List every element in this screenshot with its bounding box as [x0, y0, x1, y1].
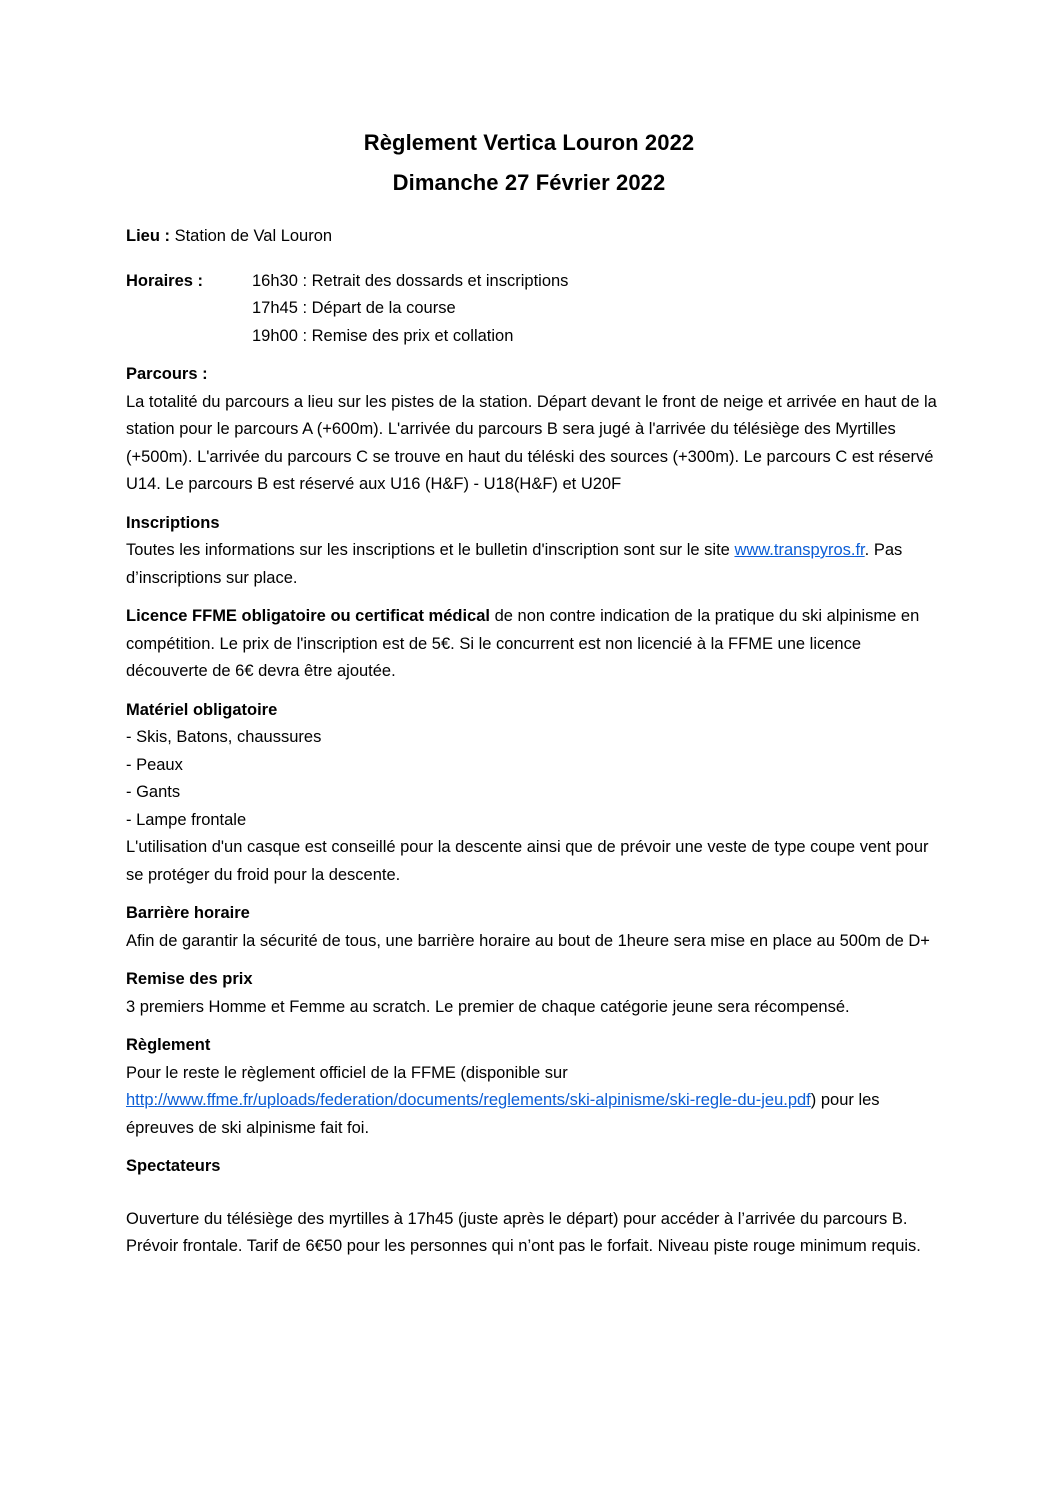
- inscriptions-section: [126, 510, 946, 593]
- horaires-list: [252, 268, 946, 351]
- licence-rest: de non contre indication de la pratique du ski alpinisme en compétition. Le prix de l'inscription est de 5€. Si le concurrent est non licencié à la FFME une licence découverte de 6€ devra être ajoutée.: [126, 607, 920, 680]
- document-body: [126, 223, 946, 1261]
- materiel-heading: Matériel obligatoire: [126, 700, 278, 719]
- remise-section: [126, 966, 946, 1021]
- licence-section: [126, 603, 946, 686]
- reglement-text-before: Pour le reste le règlement officiel de la FFME (disponible sur: [126, 1063, 568, 1082]
- inscriptions-text-after: . Pas d’inscriptions sur place.: [126, 541, 903, 587]
- inscriptions-text-before: Toutes les informations sur les inscriptions et le bulletin d'inscription sont sur le site: [126, 541, 735, 559]
- materiel-item: - Skis, Batons, chaussures: [126, 728, 322, 746]
- remise-text: 3 premiers Homme et Femme au scratch. Le premier de chaque catégorie jeune sera récompensé.: [126, 997, 850, 1016]
- parcours-section: [126, 361, 946, 499]
- remise-heading: Remise des prix: [126, 970, 253, 988]
- spacer: [126, 1181, 946, 1206]
- materiel-note: L'utilisation d'un casque est conseillé pour la descente ainsi que de prévoir une veste de type coupe vent pour se protéger du froid pour la descente.: [126, 838, 929, 884]
- lieu-label: Lieu :: [126, 227, 170, 245]
- parcours-heading: Parcours :: [126, 365, 208, 383]
- reglement-section: [126, 1032, 946, 1142]
- ffme-rules-link[interactable]: http://www.ffme.fr/uploads/federation/documents/reglements/ski-alpinisme/ski-regle-du-jeu.pdf: [126, 1091, 811, 1109]
- reglement-text: [126, 1060, 946, 1143]
- spectateurs-text: Ouverture du télésiège des myrtilles à 17h45 (juste après le départ) pour accéder à l’arrivée du parcours B. Prévoir frontale. Tarif de 6€50 pour les personnes qui n’ont pas le forfait. Niveau piste rouge minimum requis.: [126, 1209, 921, 1255]
- materiel-item: - Peaux: [126, 755, 183, 774]
- reglement-text-after: ) pour les épreuves de ski alpinisme fait foi.: [126, 1091, 880, 1137]
- reglement-heading: Règlement: [126, 1036, 211, 1054]
- inscriptions-heading: Inscriptions: [126, 513, 220, 532]
- materiel-section: [126, 697, 946, 890]
- spectateurs-section: [126, 1153, 946, 1261]
- lieu-value: Station de Val Louron: [174, 227, 333, 245]
- spectateurs-heading: Spectateurs: [126, 1157, 221, 1175]
- barriere-heading: Barrière horaire: [126, 904, 250, 922]
- horaire-item: 17h45 : Départ de la course: [252, 299, 456, 317]
- barriere-section: [126, 900, 946, 955]
- licence-text: [126, 603, 946, 686]
- inscriptions-text: [126, 537, 946, 592]
- document-title: Règlement Vertica Louron 2022: [363, 130, 695, 155]
- parcours-text: La totalité du parcours a lieu sur les pistes de la station. Départ devant le front de neige et arrivée en haut de la station pour le parcours A (+600m). L'arrivée du parcours B sera jugé à l'arrivée du télésiège des Myrtilles (+500m). L'arrivée du parcours C se trouve en haut du téléski des sources (+300m). Le parcours C est réservé U14. Le parcours B est réservé aux U16 (H&F) - U18(H&F) et U20F: [126, 392, 937, 493]
- horaires-section: [126, 268, 946, 351]
- materiel-item: - Gants: [126, 783, 181, 801]
- horaires-label: Horaires :: [126, 271, 204, 290]
- horaire-item: 19h00 : Remise des prix et collation: [252, 326, 514, 345]
- horaire-item: 16h30 : Retrait des dossards et inscriptions: [252, 271, 569, 290]
- document-subtitle-date: Dimanche 27 Février 2022: [392, 170, 666, 195]
- licence-bold: Licence FFME obligatoire ou certificat médical: [126, 607, 490, 625]
- materiel-item: - Lampe frontale: [126, 810, 247, 829]
- transpyros-link[interactable]: www.transpyros.fr: [734, 541, 865, 559]
- lieu-line: [126, 223, 946, 251]
- barriere-text: Afin de garantir la sécurité de tous, une barrière horaire au bout de 1heure sera mise en place au 500m de D+: [126, 931, 930, 950]
